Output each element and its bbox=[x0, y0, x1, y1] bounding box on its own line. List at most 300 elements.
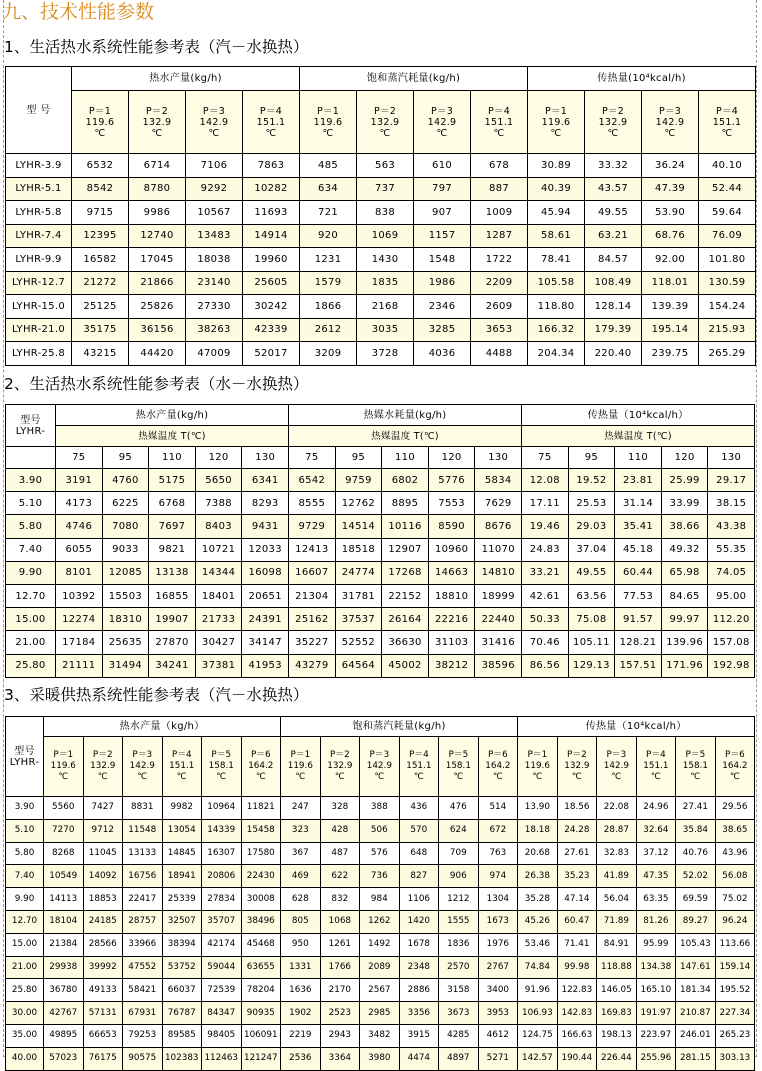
temperature-unit: ℃ bbox=[721, 127, 733, 139]
model-cell: 5.10 bbox=[6, 492, 56, 515]
value-cell: 3400 bbox=[478, 979, 518, 1002]
table-row bbox=[6, 956, 755, 979]
value-cell: 1836 bbox=[439, 933, 479, 956]
value-cell: 3035 bbox=[357, 318, 414, 342]
value-cell: 13133 bbox=[123, 842, 163, 865]
value-cell: 47.14 bbox=[557, 888, 597, 911]
temperature-header: 110 bbox=[382, 447, 429, 469]
table-row bbox=[6, 561, 755, 584]
pressure-header bbox=[399, 737, 439, 797]
value-cell: 195.52 bbox=[715, 979, 755, 1002]
value-cell: 106091 bbox=[241, 1024, 281, 1047]
temperature-value: 164.2 bbox=[248, 761, 274, 771]
value-cell: 3356 bbox=[399, 1002, 439, 1025]
value-cell: 81.26 bbox=[636, 910, 676, 933]
value-cell: 24185 bbox=[83, 910, 123, 933]
value-cell: 9431 bbox=[242, 515, 289, 538]
value-cell: 154.24 bbox=[699, 295, 756, 319]
value-cell: 21304 bbox=[289, 584, 336, 607]
pressure-header bbox=[357, 91, 414, 154]
value-cell: 57023 bbox=[44, 1047, 84, 1070]
temperature-value: 119.6 bbox=[541, 116, 571, 128]
value-cell: 23140 bbox=[186, 271, 243, 295]
model-cell: 21.00 bbox=[6, 956, 44, 979]
temperature-header: 120 bbox=[661, 447, 708, 469]
value-cell: 1866 bbox=[300, 295, 357, 319]
section-title-2: 2、生活热水系统性能参考表（水－水换热） bbox=[4, 375, 309, 393]
pressure-header bbox=[44, 737, 84, 797]
value-cell: 134.38 bbox=[636, 956, 676, 979]
value-cell: 1157 bbox=[414, 224, 471, 248]
value-cell: 36780 bbox=[44, 979, 84, 1002]
group-header: 传热量（10⁴kcal/h） bbox=[518, 717, 755, 737]
value-cell: 18401 bbox=[195, 584, 242, 607]
model-cell: 3.90 bbox=[6, 469, 56, 492]
value-cell: 38596 bbox=[475, 654, 522, 677]
value-cell: 63.35 bbox=[636, 888, 676, 911]
value-cell: 4612 bbox=[478, 1024, 518, 1047]
value-cell: 6802 bbox=[382, 469, 429, 492]
value-cell: 5834 bbox=[475, 469, 522, 492]
value-cell: 58.61 bbox=[528, 224, 585, 248]
temperature-unit: ℃ bbox=[137, 772, 148, 782]
model-cell: 9.90 bbox=[6, 888, 44, 911]
value-cell: 974 bbox=[478, 865, 518, 888]
group-header: 热水产量（kg/h） bbox=[44, 717, 281, 737]
temperature-value: 151.1 bbox=[643, 761, 669, 771]
temperature-value: 132.9 bbox=[598, 116, 628, 128]
value-cell: 3209 bbox=[300, 342, 357, 366]
value-cell: 25339 bbox=[162, 888, 202, 911]
value-cell: 9715 bbox=[72, 201, 129, 225]
pressure-label: P＝4 bbox=[408, 750, 429, 760]
value-cell: 25.53 bbox=[568, 492, 615, 515]
value-cell: 1492 bbox=[360, 933, 400, 956]
group-header: 传热量(10⁴kcal/h) bbox=[528, 67, 756, 91]
model-cell: 5.10 bbox=[6, 819, 44, 842]
table-row bbox=[6, 979, 755, 1002]
value-cell: 1548 bbox=[414, 248, 471, 272]
value-cell: 1835 bbox=[357, 271, 414, 295]
value-cell: 72539 bbox=[202, 979, 242, 1002]
value-cell: 14344 bbox=[195, 561, 242, 584]
value-cell: 53.90 bbox=[642, 201, 699, 225]
value-cell: 20651 bbox=[242, 584, 289, 607]
pressure-header bbox=[360, 737, 400, 797]
value-cell: 14092 bbox=[83, 865, 123, 888]
value-cell: 28566 bbox=[83, 933, 123, 956]
value-cell: 1261 bbox=[320, 933, 360, 956]
value-cell: 12033 bbox=[242, 538, 289, 561]
value-cell: 2089 bbox=[360, 956, 400, 979]
value-cell: 18853 bbox=[83, 888, 123, 911]
value-cell: 6341 bbox=[242, 469, 289, 492]
value-cell: 89.27 bbox=[676, 910, 716, 933]
value-cell: 21733 bbox=[195, 608, 242, 631]
value-cell: 8895 bbox=[382, 492, 429, 515]
temperature-value: 142.9 bbox=[366, 761, 392, 771]
value-cell: 14514 bbox=[335, 515, 382, 538]
value-cell: 2170 bbox=[320, 979, 360, 1002]
value-cell: 21111 bbox=[56, 654, 103, 677]
value-cell: 12274 bbox=[56, 608, 103, 631]
section-title-3: 3、采暖供热系统性能参考表（汽－水换热） bbox=[4, 686, 309, 704]
model-cell: 9.90 bbox=[6, 561, 56, 584]
value-cell: 38212 bbox=[428, 654, 475, 677]
temperature-header: 95 bbox=[102, 447, 149, 469]
value-cell: 1579 bbox=[300, 271, 357, 295]
value-cell: 29.17 bbox=[708, 469, 755, 492]
temperature-header: 120 bbox=[195, 447, 242, 469]
value-cell: 71.41 bbox=[557, 933, 597, 956]
model-cell: 12.70 bbox=[6, 910, 44, 933]
value-cell: 6714 bbox=[129, 154, 186, 178]
temperature-unit: ℃ bbox=[532, 772, 543, 782]
value-cell: 2609 bbox=[471, 295, 528, 319]
value-cell: 27870 bbox=[149, 631, 196, 654]
value-cell: 77.53 bbox=[615, 584, 662, 607]
table-row bbox=[6, 154, 756, 178]
value-cell: 40.76 bbox=[676, 842, 716, 865]
temperature-header: 75 bbox=[56, 447, 103, 469]
value-cell: 18104 bbox=[44, 910, 84, 933]
value-cell: 736 bbox=[360, 865, 400, 888]
value-cell: 52552 bbox=[335, 631, 382, 654]
value-cell: 27834 bbox=[202, 888, 242, 911]
value-cell: 8293 bbox=[242, 492, 289, 515]
value-cell: 19960 bbox=[243, 248, 300, 272]
temperature-value: 151.1 bbox=[256, 116, 286, 128]
value-cell: 40.10 bbox=[699, 154, 756, 178]
value-cell: 11070 bbox=[475, 538, 522, 561]
value-cell: 171.96 bbox=[661, 654, 708, 677]
value-cell: 76787 bbox=[162, 1002, 202, 1025]
medium-temp-header: 热媒温度 T(℃) bbox=[56, 426, 289, 447]
value-cell: 239.75 bbox=[642, 342, 699, 366]
value-cell: 2985 bbox=[360, 1002, 400, 1025]
model-cell: 12.70 bbox=[6, 584, 56, 607]
value-cell: 255.96 bbox=[636, 1047, 676, 1070]
value-cell: 43279 bbox=[289, 654, 336, 677]
pressure-header bbox=[439, 737, 479, 797]
value-cell: 75.02 bbox=[715, 888, 755, 911]
value-cell: 634 bbox=[300, 177, 357, 201]
value-cell: 22440 bbox=[475, 608, 522, 631]
value-cell: 18310 bbox=[102, 608, 149, 631]
value-cell: 118.01 bbox=[642, 271, 699, 295]
temperature-value: 158.1 bbox=[682, 761, 708, 771]
value-cell: 95.99 bbox=[636, 933, 676, 956]
value-cell: 2523 bbox=[320, 1002, 360, 1025]
value-cell: 60.44 bbox=[615, 561, 662, 584]
value-cell: 721 bbox=[300, 201, 357, 225]
value-cell: 38496 bbox=[241, 910, 281, 933]
table-row bbox=[6, 819, 755, 842]
value-cell: 20.68 bbox=[518, 842, 558, 865]
value-cell: 13054 bbox=[162, 819, 202, 842]
value-cell: 5271 bbox=[478, 1047, 518, 1070]
value-cell: 1902 bbox=[281, 1002, 321, 1025]
value-cell: 17268 bbox=[382, 561, 429, 584]
value-cell: 25.99 bbox=[661, 469, 708, 492]
value-cell: 41.89 bbox=[597, 865, 637, 888]
value-cell: 9821 bbox=[149, 538, 196, 561]
temperature-header: 110 bbox=[615, 447, 662, 469]
value-cell: 22152 bbox=[382, 584, 429, 607]
temperature-value: 132.9 bbox=[370, 116, 400, 128]
value-cell: 43.96 bbox=[715, 842, 755, 865]
value-cell: 166.63 bbox=[557, 1024, 597, 1047]
value-cell: 24.96 bbox=[636, 797, 676, 820]
temperature-unit: ℃ bbox=[151, 127, 163, 139]
value-cell: 37.12 bbox=[636, 842, 676, 865]
value-cell: 1009 bbox=[471, 201, 528, 225]
value-cell: 4173 bbox=[56, 492, 103, 515]
value-cell: 12.08 bbox=[522, 469, 569, 492]
model-cell: 25.80 bbox=[6, 979, 44, 1002]
value-cell: 26164 bbox=[382, 608, 429, 631]
value-cell: 2536 bbox=[281, 1047, 321, 1070]
table-row bbox=[6, 584, 755, 607]
temperature-unit: ℃ bbox=[436, 127, 448, 139]
value-cell: 476 bbox=[439, 797, 479, 820]
page-title: 九、技术性能参数 bbox=[2, 1, 155, 23]
value-cell: 18999 bbox=[475, 584, 522, 607]
temperature-unit: ℃ bbox=[208, 127, 220, 139]
temperature-unit: ℃ bbox=[265, 127, 277, 139]
value-cell: 76.09 bbox=[699, 224, 756, 248]
value-cell: 16855 bbox=[149, 584, 196, 607]
value-cell: 1678 bbox=[399, 933, 439, 956]
temperature-value: 132.9 bbox=[142, 116, 172, 128]
value-cell: 9033 bbox=[102, 538, 149, 561]
value-cell: 166.32 bbox=[528, 318, 585, 342]
pressure-header bbox=[642, 91, 699, 154]
value-cell: 49.55 bbox=[585, 201, 642, 225]
pressure-header bbox=[699, 91, 756, 154]
value-cell: 47.39 bbox=[642, 177, 699, 201]
temperature-header: 130 bbox=[475, 447, 522, 469]
value-cell: 3980 bbox=[360, 1047, 400, 1070]
temperature-unit: ℃ bbox=[94, 127, 106, 139]
value-cell: 95.00 bbox=[708, 584, 755, 607]
value-cell: 45.94 bbox=[528, 201, 585, 225]
value-cell: 576 bbox=[360, 842, 400, 865]
pressure-label: P＝3 bbox=[658, 105, 682, 117]
value-cell: 30.89 bbox=[528, 154, 585, 178]
value-cell: 265.29 bbox=[699, 342, 756, 366]
value-cell: 1231 bbox=[300, 248, 357, 272]
value-cell: 45468 bbox=[241, 933, 281, 956]
value-cell: 8542 bbox=[72, 177, 129, 201]
value-cell: 45.26 bbox=[518, 910, 558, 933]
value-cell: 57131 bbox=[83, 1002, 123, 1025]
value-cell: 58421 bbox=[123, 979, 163, 1002]
table-row bbox=[6, 842, 755, 865]
value-cell: 610 bbox=[414, 154, 471, 178]
value-cell: 7388 bbox=[195, 492, 242, 515]
value-cell: 246.01 bbox=[676, 1024, 716, 1047]
value-cell: 130.59 bbox=[699, 271, 756, 295]
value-cell: 12740 bbox=[129, 224, 186, 248]
value-cell: 40.39 bbox=[528, 177, 585, 201]
value-cell: 1555 bbox=[439, 910, 479, 933]
value-cell: 920 bbox=[300, 224, 357, 248]
temperature-value: 142.9 bbox=[655, 116, 685, 128]
table-row bbox=[6, 271, 756, 295]
temperature-value: 151.1 bbox=[484, 116, 514, 128]
value-cell: 6542 bbox=[289, 469, 336, 492]
pressure-header bbox=[83, 737, 123, 797]
value-cell: 11821 bbox=[241, 797, 281, 820]
temperature-value: 119.6 bbox=[313, 116, 343, 128]
value-cell: 56.08 bbox=[715, 865, 755, 888]
pressure-header bbox=[241, 737, 281, 797]
value-cell: 47.35 bbox=[636, 865, 676, 888]
value-cell: 53.46 bbox=[518, 933, 558, 956]
value-cell: 56.04 bbox=[597, 888, 637, 911]
pressure-label: P＝6 bbox=[250, 750, 271, 760]
value-cell: 9729 bbox=[289, 515, 336, 538]
model-cell: LYHR-9.9 bbox=[6, 248, 72, 272]
value-cell: 105.43 bbox=[676, 933, 716, 956]
value-cell: 17045 bbox=[129, 248, 186, 272]
value-cell: 118.88 bbox=[597, 956, 637, 979]
value-cell: 102383 bbox=[162, 1047, 202, 1070]
group-header: 饱和蒸汽耗量(kg/h) bbox=[281, 717, 518, 737]
value-cell: 1068 bbox=[320, 910, 360, 933]
value-cell: 17580 bbox=[241, 842, 281, 865]
temperature-value: 158.1 bbox=[208, 761, 234, 771]
pressure-label: P＝1 bbox=[316, 105, 340, 117]
value-cell: 3191 bbox=[56, 469, 103, 492]
value-cell: 570 bbox=[399, 819, 439, 842]
value-cell: 49.55 bbox=[568, 561, 615, 584]
value-cell: 30427 bbox=[195, 631, 242, 654]
value-cell: 20806 bbox=[202, 865, 242, 888]
value-cell: 159.14 bbox=[715, 956, 755, 979]
table-row bbox=[6, 248, 756, 272]
model-cell: 15.00 bbox=[6, 608, 56, 631]
value-cell: 38.66 bbox=[661, 515, 708, 538]
value-cell: 7553 bbox=[428, 492, 475, 515]
pressure-label: P＝1 bbox=[544, 105, 568, 117]
value-cell: 3653 bbox=[471, 318, 528, 342]
value-cell: 35.23 bbox=[557, 865, 597, 888]
pressure-label: P＝1 bbox=[53, 750, 74, 760]
value-cell: 8101 bbox=[56, 561, 103, 584]
value-cell: 69.59 bbox=[676, 888, 716, 911]
pressure-header bbox=[478, 737, 518, 797]
value-cell: 43.57 bbox=[585, 177, 642, 201]
pressure-header bbox=[320, 737, 360, 797]
value-cell: 33966 bbox=[123, 933, 163, 956]
value-cell: 47009 bbox=[186, 342, 243, 366]
value-cell: 6768 bbox=[149, 492, 196, 515]
value-cell: 10116 bbox=[382, 515, 429, 538]
value-cell: 7270 bbox=[44, 819, 84, 842]
pressure-header bbox=[129, 91, 186, 154]
table-row bbox=[6, 295, 756, 319]
value-cell: 16582 bbox=[72, 248, 129, 272]
value-cell: 6532 bbox=[72, 154, 129, 178]
table-row bbox=[6, 631, 755, 654]
temperature-value: 132.9 bbox=[327, 761, 353, 771]
temperature-unit: ℃ bbox=[729, 772, 740, 782]
table-row bbox=[6, 469, 755, 492]
value-cell: 89585 bbox=[162, 1024, 202, 1047]
value-cell: 12085 bbox=[102, 561, 149, 584]
value-cell: 112.20 bbox=[708, 608, 755, 631]
pressure-header bbox=[414, 91, 471, 154]
value-cell: 3953 bbox=[478, 1002, 518, 1025]
value-cell: 737 bbox=[357, 177, 414, 201]
value-cell: 14113 bbox=[44, 888, 84, 911]
value-cell: 75.08 bbox=[568, 608, 615, 631]
value-cell: 78.41 bbox=[528, 248, 585, 272]
value-cell: 70.46 bbox=[522, 631, 569, 654]
value-cell: 5175 bbox=[149, 469, 196, 492]
value-cell: 122.83 bbox=[557, 979, 597, 1002]
value-cell: 43.38 bbox=[708, 515, 755, 538]
value-cell: 35175 bbox=[72, 318, 129, 342]
value-cell: 25635 bbox=[102, 631, 149, 654]
value-cell: 2348 bbox=[399, 956, 439, 979]
value-cell: 624 bbox=[439, 819, 479, 842]
value-cell: 265.23 bbox=[715, 1024, 755, 1047]
value-cell: 367 bbox=[281, 842, 321, 865]
value-cell: 3158 bbox=[439, 979, 479, 1002]
value-cell: 16098 bbox=[242, 561, 289, 584]
value-cell: 34241 bbox=[149, 654, 196, 677]
value-cell: 24774 bbox=[335, 561, 382, 584]
temperature-unit: ℃ bbox=[571, 772, 582, 782]
pressure-label: P＝6 bbox=[725, 750, 745, 760]
temperature-value: 151.1 bbox=[712, 116, 742, 128]
temperature-unit: ℃ bbox=[216, 772, 227, 782]
value-cell: 28.87 bbox=[597, 819, 637, 842]
value-cell: 3482 bbox=[360, 1024, 400, 1047]
value-cell: 17.11 bbox=[522, 492, 569, 515]
value-cell: 42339 bbox=[243, 318, 300, 342]
temperature-value: 119.6 bbox=[85, 116, 115, 128]
value-cell: 1976 bbox=[478, 933, 518, 956]
pressure-label: P＝4 bbox=[259, 105, 283, 117]
model-cell: 15.00 bbox=[6, 933, 44, 956]
value-cell: 101.80 bbox=[699, 248, 756, 272]
value-cell: 105.58 bbox=[528, 271, 585, 295]
value-cell: 827 bbox=[399, 865, 439, 888]
table-row bbox=[6, 654, 755, 677]
temperature-unit: ℃ bbox=[58, 772, 69, 782]
value-cell: 2346 bbox=[414, 295, 471, 319]
value-cell: 9292 bbox=[186, 177, 243, 201]
value-cell: 28757 bbox=[123, 910, 163, 933]
value-cell: 12762 bbox=[335, 492, 382, 515]
table-row bbox=[6, 888, 755, 911]
value-cell: 1420 bbox=[399, 910, 439, 933]
value-cell: 8590 bbox=[428, 515, 475, 538]
value-cell: 12395 bbox=[72, 224, 129, 248]
temperature-unit: ℃ bbox=[176, 772, 187, 782]
value-cell: 907 bbox=[414, 201, 471, 225]
table-row bbox=[6, 318, 756, 342]
value-cell: 984 bbox=[360, 888, 400, 911]
value-cell: 31416 bbox=[475, 631, 522, 654]
value-cell: 53752 bbox=[162, 956, 202, 979]
value-cell: 113.66 bbox=[715, 933, 755, 956]
temperature-unit: ℃ bbox=[379, 127, 391, 139]
